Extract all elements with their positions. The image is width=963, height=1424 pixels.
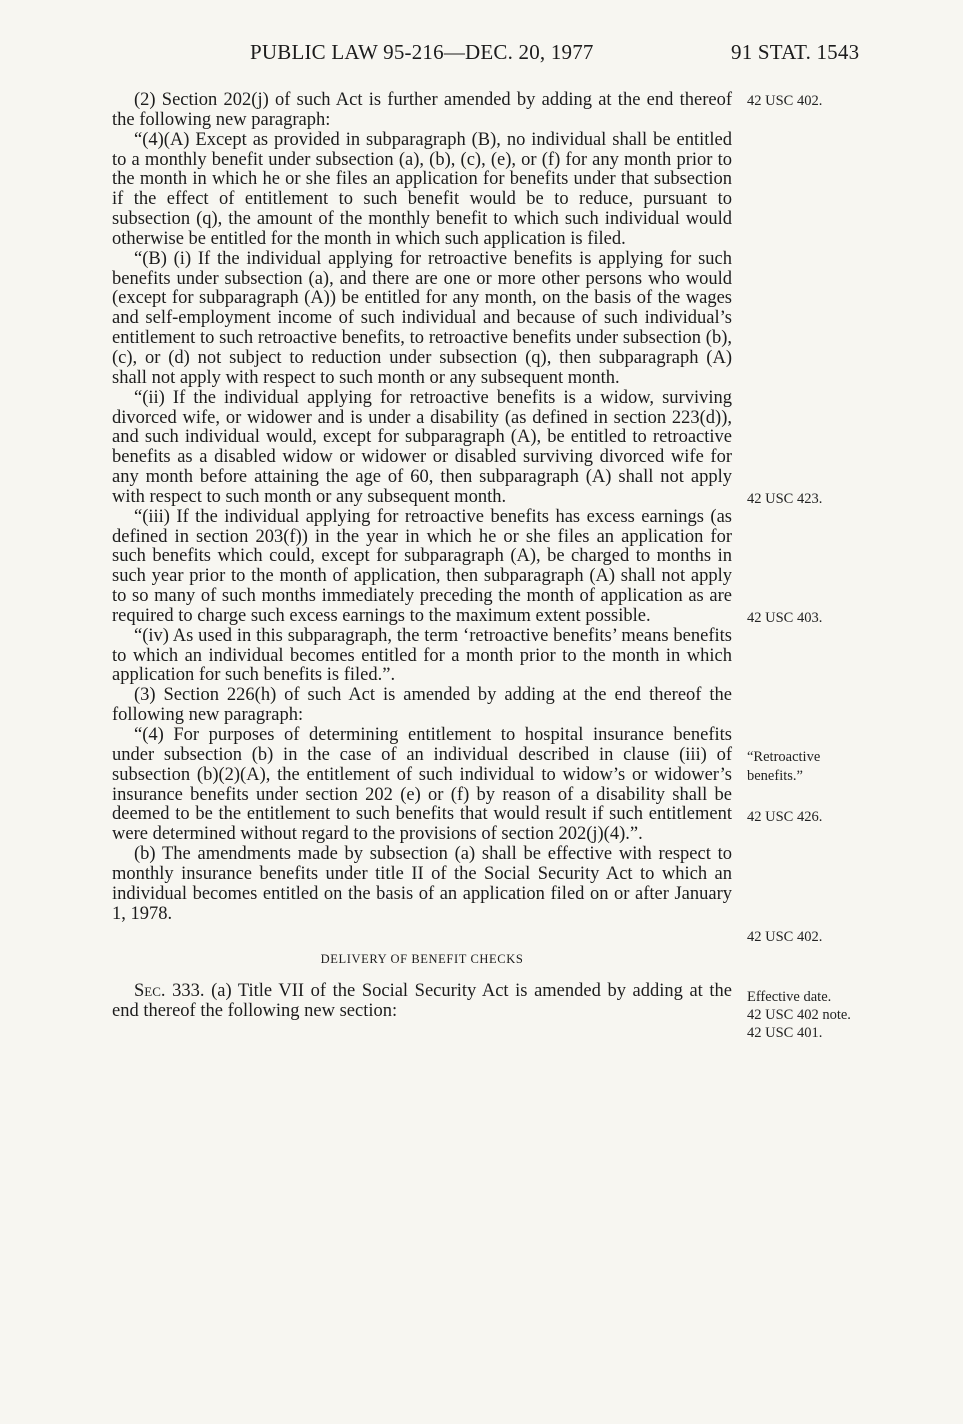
paragraph-4b-i: “(B) (i) If the individual applying for retroactive benefits is applying for such benefits under subsection (a), and there are one or more other persons who would (except for subparagraph (A)) be entitled for any month, on the basis of the wages and self-employment income of such individual and because of such individual’s entitlement to such retroactive benefits, to retroactive benefits under subsection (b), (c), or (d) not subject to reduction under subsection (q), then subparagraph (A) shall not apply with respect to such month or any subsequent month. — [112, 248, 732, 388]
paragraph-effective-date: (b) The amendments made by subsection (a) shall be effective with respect to monthly insurance benefits under title II of the Social Security Act to which an individual becomes entitled on the basis of an application filed on or after January 1, 1978. — [112, 844, 732, 924]
paragraph-section-202j: (2) Section 202(j) of such Act is further amended by adding at the end thereof the following new paragraph: — [112, 90, 732, 130]
margin-note: benefits.” — [747, 768, 803, 784]
margin-note: 42 USC 403. — [747, 610, 823, 626]
page-title: PUBLIC LAW 95-216—DEC. 20, 1977 — [250, 40, 594, 64]
statute-page-number: 91 STAT. 1543 — [731, 40, 860, 64]
section-333-text: 333. (a) Title VII of the Social Security Act is amended by adding at the end thereof the following new section: — [112, 981, 732, 1022]
margin-note: 42 USC 401. — [747, 1025, 823, 1041]
paragraph-4b-ii: “(ii) If the individual applying for retroactive benefits is a widow, surviving divorced wife, or widower and is under a disability (as defined in section 223(d)), and such individual would, except for subparagraph (A), be entitled to retroactive benefits as a disabled widow or widower or disabled surviving divorced wife for any month before attaining the age of 60, then subparagraph (A) shall not apply with respect to such month or any subsequent month. — [112, 387, 732, 507]
margin-note: Effective date. — [747, 989, 832, 1005]
section-label: Sec. — [134, 981, 166, 1002]
paragraph-226h-4: “(4) For purposes of determining entitlement to hospital insurance benefits under subsection (b) in the case of an individual described in clause (iii) of subsection (b)(2)(A), the entitlement of such individual to widow’s or widower’s insurance benefits under section 202 (e) or (f) by reason of a disability shall be deemed to be the entitlement to such benefits that would result if such entitlement were determined without regard to the provisions of section 202(j)(4).”. — [112, 725, 732, 845]
page-header — [0, 40, 963, 70]
margin-note: 42 USC 402. — [747, 929, 823, 945]
section-heading: DELIVERY OF BENEFIT CHECKS — [320, 952, 524, 967]
paragraph-4a: “(4)(A) Except as provided in subparagraph (B), no individual shall be entitled to a monthly benefit under subsection (a), (b), (c), (e), or (f) for any month prior to the month in which he or she files an application for benefits under that subsection if the effect of entitlement to such benefit would be to reduce, pursuant to subsection (q), the amount of the monthly benefit to which such individual would otherwise be entitled for the month in which such application is filed. — [112, 129, 732, 249]
margin-note: 42 USC 402. — [747, 93, 823, 109]
margin-note: 42 USC 423. — [747, 491, 823, 507]
paragraph-4b-iii: “(iii) If the individual applying for retroactive benefits has excess earnings (as defined in section 203(f)) in the year in which he or she files an application for such benefits which could, except for subparagraph (A), be charged to months in such year prior to the month of application, then subparagraph (A) shall not apply to so many of such months immediately preceding the month of application as are required to charge such excess earnings to the maximum extent possible. — [112, 506, 732, 626]
margin-note: 42 USC 426. — [747, 809, 823, 825]
document-body — [112, 91, 732, 1022]
margin-note: 42 USC 402 note. — [747, 1007, 851, 1023]
margin-note: “Retroactive — [747, 749, 821, 765]
paragraph-section-226h: (3) Section 226(h) of such Act is amended by adding at the end thereof the following new paragraph: — [112, 685, 732, 726]
paragraph-4b-iv: “(iv) As used in this subparagraph, the term ‘retroactive benefits’ means benefits to which an individual becomes entitled for a month prior to the month in which application for such benefits is filed.”. — [112, 625, 732, 686]
section-333-paragraph — [112, 982, 732, 1022]
